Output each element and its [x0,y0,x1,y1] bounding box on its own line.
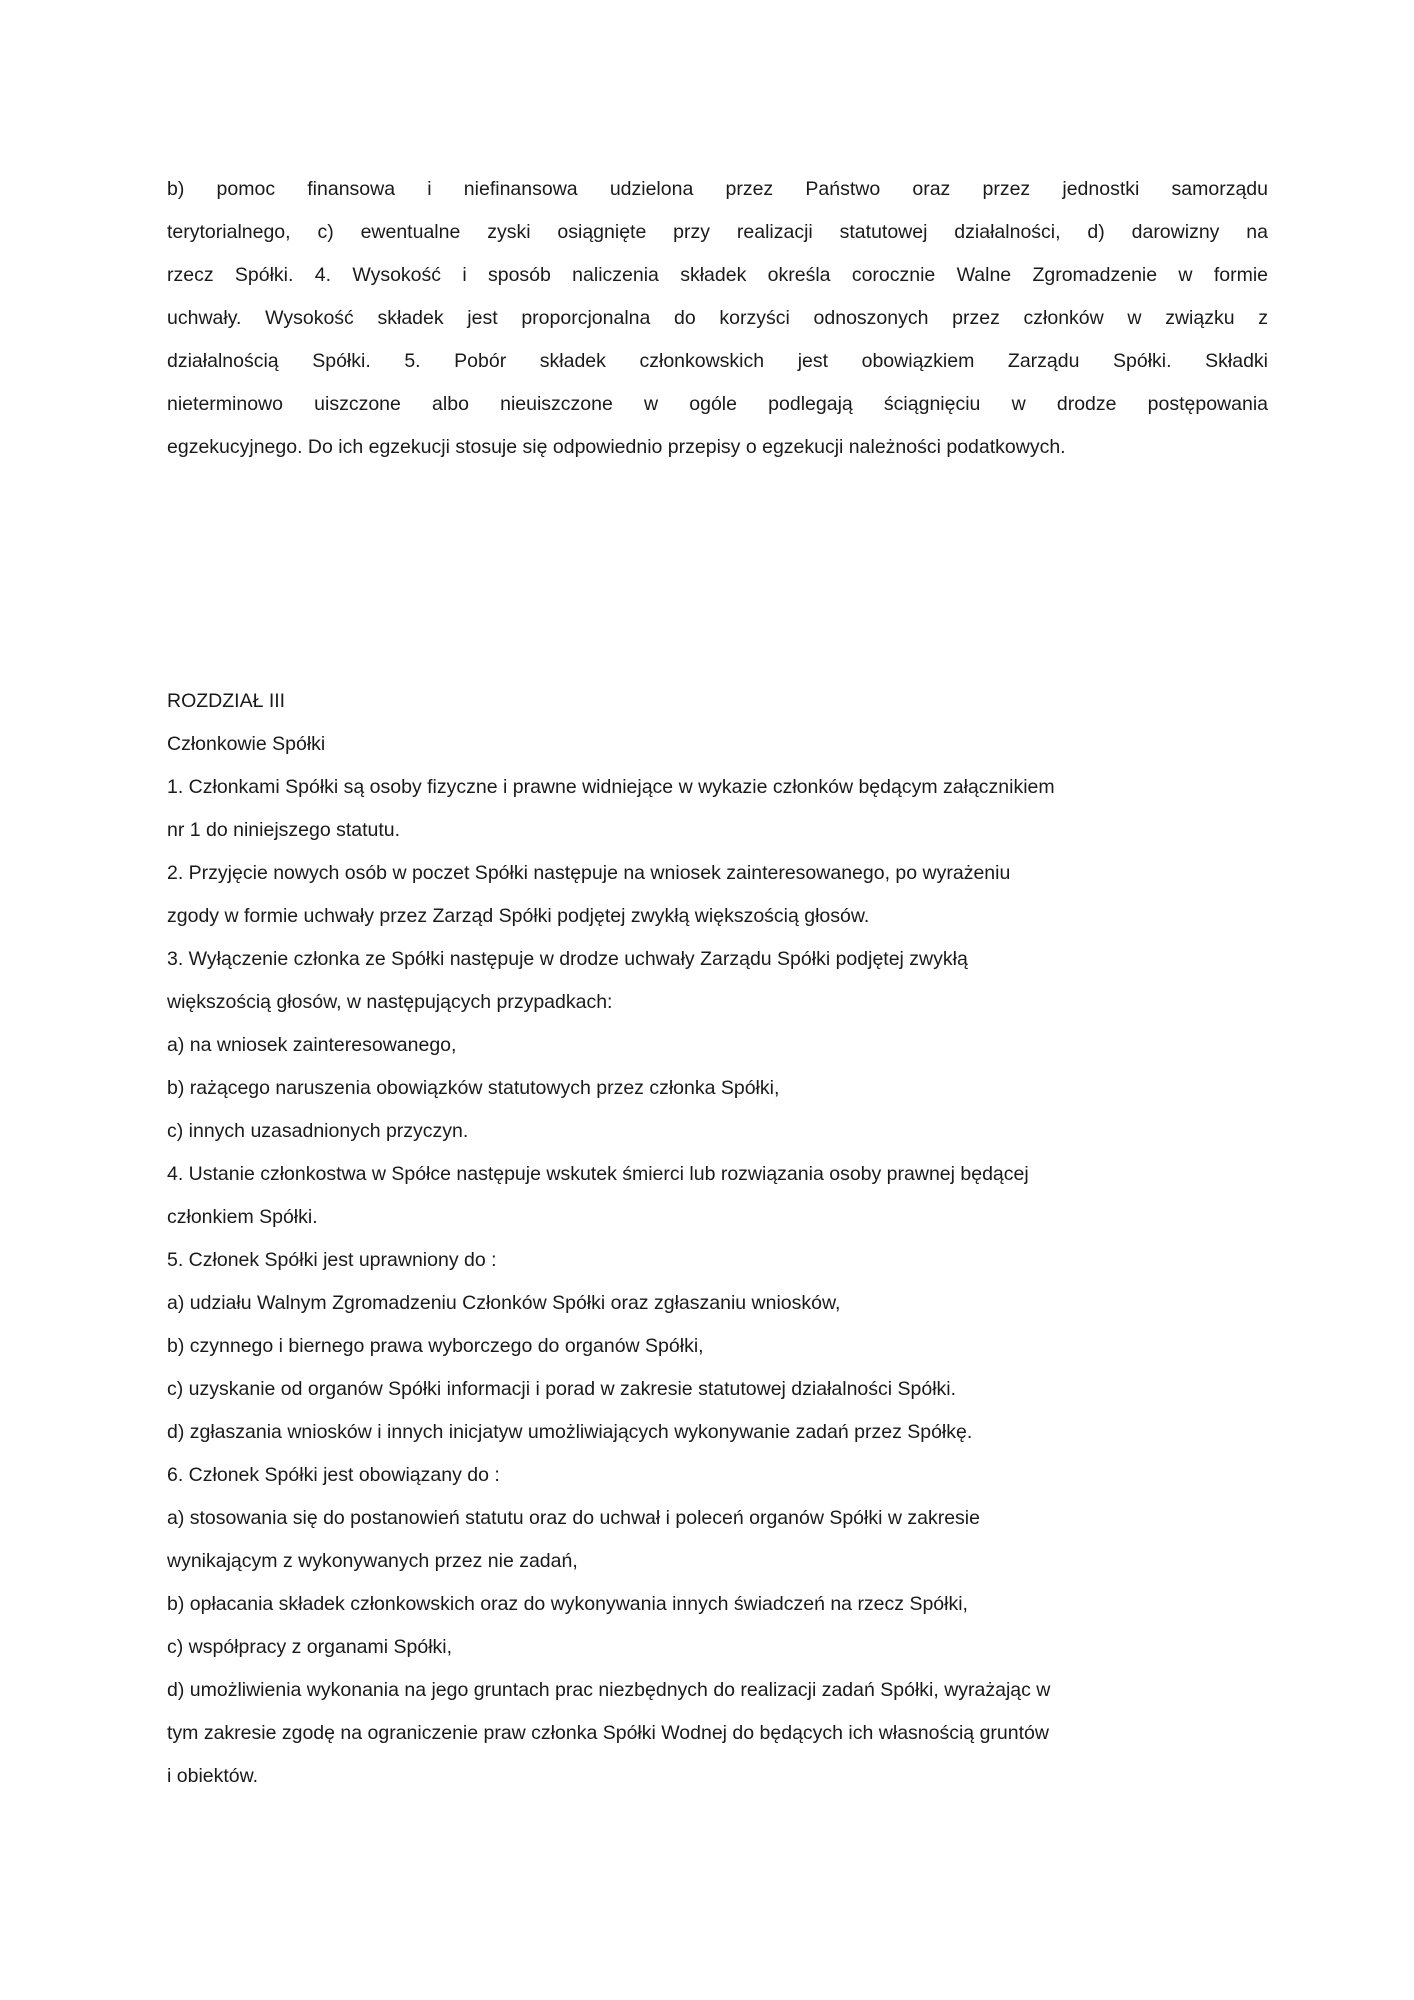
chapter-subheading: Członkowie Spółki [167,733,326,755]
paragraph-line: większością głosów, w następujących przypadkach: [167,991,613,1013]
paragraph-line: b) opłacania składek członkowskich oraz do wykonywania innych świadczeń na rzecz Spółki, [167,1593,968,1615]
paragraph-line: uchwały. Wysokość składek jest proporcjonalna do korzyści odnoszonych przez członków w związku z [167,307,1268,329]
paragraph-line: terytorialnego, c) ewentualne zyski osiągnięte przy realizacji statutowej działalności, d) darowizny na [167,221,1268,243]
paragraph-line: 3. Wyłączenie członka ze Spółki następuje w drodze uchwały Zarządu Spółki podjętej zwykłą [167,948,968,970]
paragraph-line: i obiektów. [167,1765,259,1787]
paragraph-line: członkiem Spółki. [167,1206,318,1228]
paragraph-line: a) stosowania się do postanowień statutu oraz do uchwał i poleceń organów Spółki w zakresie [167,1507,980,1529]
paragraph-line: b) pomoc finansowa i niefinansowa udzielona przez Państwo oraz przez jednostki samorządu [167,178,1268,200]
paragraph-line: nr 1 do niniejszego statutu. [167,819,401,841]
paragraph-line: zgody w formie uchwały przez Zarząd Spółki podjętej zwykłą większością głosów. [167,905,870,927]
paragraph-line: tym zakresie zgodę na ograniczenie praw członka Spółki Wodnej do będących ich własnością gruntów [167,1722,1049,1744]
paragraph-line: 6. Członek Spółki jest obowiązany do : [167,1464,500,1486]
blank-gap [167,469,1268,680]
paragraph-line: 4. Ustanie członkostwa w Spółce następuje wskutek śmierci lub rozwiązania osoby prawnej będącej [167,1163,1029,1185]
paragraph-line: a) na wniosek zainteresowanego, [167,1034,457,1056]
paragraph-line: 2. Przyjęcie nowych osób w poczet Spółki następuje na wniosek zainteresowanego, po wyrażeniu [167,862,1011,884]
paragraph-line: 5. Członek Spółki jest uprawniony do : [167,1249,497,1271]
chapter-section [167,680,1268,1798]
paragraph-line: d) umożliwienia wykonania na jego gruntach prac niezbędnych do realizacji zadań Spółki, wyrażając w [167,1679,1051,1701]
paragraph-line: b) czynnego i biernego prawa wyborczego do organów Spółki, [167,1335,704,1357]
paragraph-line: egzekucyjnego. Do ich egzekucji stosuje się odpowiednio przepisy o egzekucji należności podatkowych. [167,436,1066,458]
chapter-body [167,766,1268,1798]
intro-paragraph [167,168,1268,469]
paragraph-line: 1. Członkami Spółki są osoby fizyczne i prawne widniejące w wykazie członków będącym załącznikiem [167,776,1055,798]
paragraph-line: b) rażącego naruszenia obowiązków statutowych przez członka Spółki, [167,1077,780,1099]
paragraph-line: rzecz Spółki. 4. Wysokość i sposób naliczenia składek określa corocznie Walne Zgromadzenie w formie [167,264,1268,286]
paragraph-line: nieterminowo uiszczone albo nieuiszczone w ogóle podlegają ściągnięciu w drodze postępowania [167,393,1268,415]
paragraph-line: wynikającym z wykonywanych przez nie zadań, [167,1550,578,1572]
paragraph-line: c) innych uzasadnionych przyczyn. [167,1120,469,1142]
text-content [167,168,1268,1798]
paragraph-line: c) współpracy z organami Spółki, [167,1636,453,1658]
paragraph-line: c) uzyskanie od organów Spółki informacji i porad w zakresie statutowej działalności Spółki. [167,1378,957,1400]
chapter-heading: ROZDZIAŁ III [167,690,286,712]
paragraph-line: d) zgłaszania wniosków i innych inicjatyw umożliwiających wykonywanie zadań przez Spółkę. [167,1421,973,1443]
paragraph-line: a) udziału Walnym Zgromadzeniu Członków Spółki oraz zgłaszaniu wniosków, [167,1292,841,1314]
paragraph-line: działalnością Spółki. 5. Pobór składek członkowskich jest obowiązkiem Zarządu Spółki. Składki [167,350,1268,372]
